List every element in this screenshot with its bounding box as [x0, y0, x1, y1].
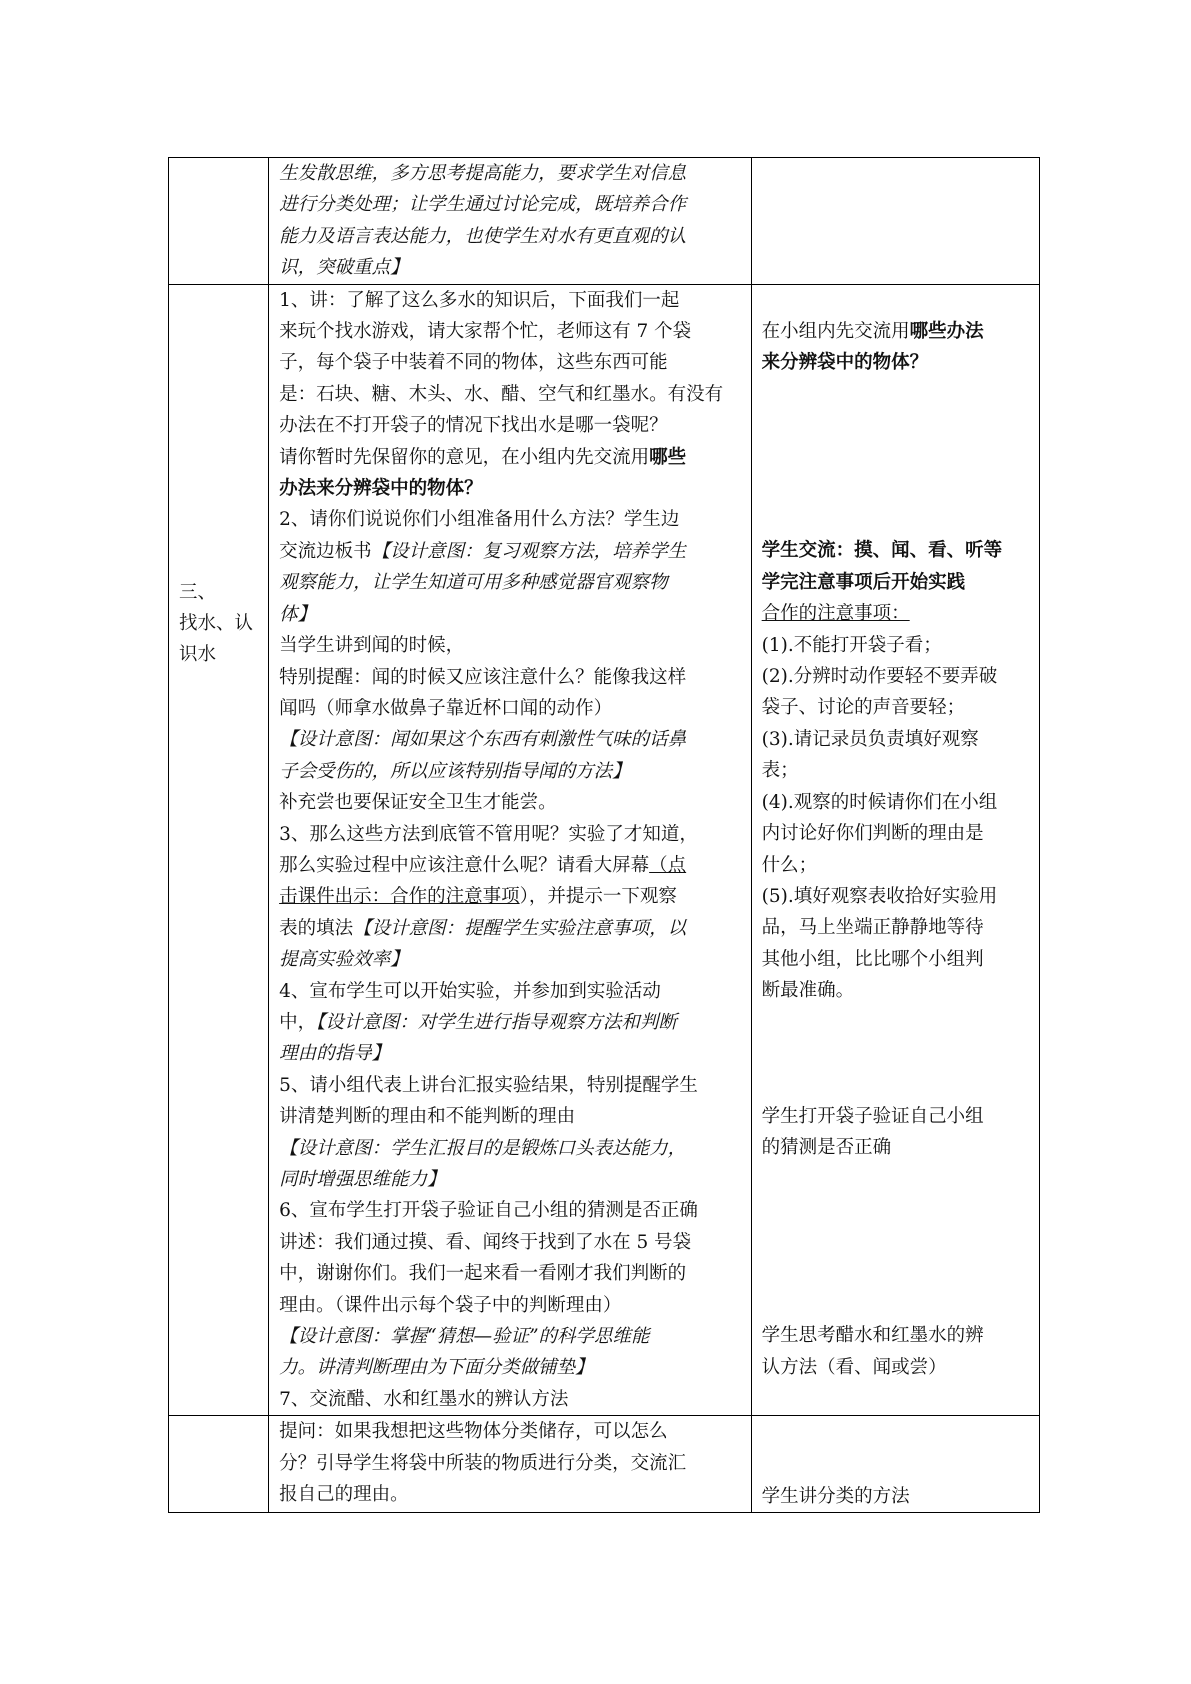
text-line: 进行分类处理；让学生通过讨论完成，既培养合作	[279, 194, 687, 216]
text-line: 【设计意图：闻如果这个东西有刺激性气味的话鼻	[279, 729, 687, 751]
text-line: 生发散思维，多方思考提高能力，要求学生对信息	[279, 163, 687, 184]
lesson-plan-table	[168, 157, 1040, 1513]
text-line: 学生打开袋子验证自己小组	[761, 1105, 984, 1127]
text-line: 能力及语言表达能力，也使学生对水有更直观的认	[279, 225, 687, 247]
text-line: 同时增强思维能力】	[279, 1169, 446, 1190]
text-line: 中，【设计意图：对学生进行指导观察方法和判断	[279, 1011, 677, 1033]
text-line: 子，每个袋子中装着不同的物体，这些东西可能	[279, 352, 668, 374]
text-line: 什么；	[761, 854, 818, 876]
text-line: 提高实验效率】	[279, 949, 409, 971]
text-line: (4).观察的时候请你们在小组	[761, 791, 998, 813]
text-line: 那么实验过程中应该注意什么呢？请看大屏幕（点	[279, 854, 687, 876]
stage-number: 三、	[179, 581, 217, 603]
text-line: 学生思考醋水和红墨水的辨	[761, 1325, 984, 1347]
text-line: 来分辨袋中的物体？	[761, 352, 929, 374]
text-line: 4、宣布学生可以开始实验，并参加到实验活动	[279, 980, 661, 1002]
text-line: 来玩个找水游戏，请大家帮个忙，老师这有 7 个袋	[279, 321, 692, 343]
text-line: 袋子、讨论的声音要轻；	[761, 697, 966, 719]
text-line: 补充尝也要保证安全卫生才能尝。	[279, 792, 557, 814]
text-line: 办法在不打开袋子的情况下找出水是哪一袋呢？	[279, 415, 668, 437]
table-row	[169, 158, 1040, 285]
text-line: 学完注意事项后开始实践	[761, 571, 966, 593]
text-line: (1).不能打开袋子看；	[761, 634, 942, 656]
stage-cell	[169, 158, 269, 285]
text-line: 1、讲：了解了这么多水的知识后，下面我们一起	[279, 289, 680, 311]
table-row	[169, 1416, 1040, 1513]
student-activity-cell	[751, 158, 1039, 285]
text-line: 力。讲清判断理由为下面分类做铺垫】	[279, 1357, 594, 1379]
text-line: 表的填法【设计意图：提醒学生实验注意事项，以	[279, 917, 687, 939]
text-line: 的猜测是否正确	[761, 1136, 892, 1158]
text-line: 子会受伤的，所以应该特别指导闻的方法】	[279, 760, 631, 782]
text-line: 5、请小组代表上讲台汇报实验结果，特别提醒学生	[279, 1074, 698, 1096]
text-line: 报自己的理由。	[279, 1484, 409, 1506]
text-line: 品，马上坐端正静静地等待	[761, 917, 984, 939]
text-line: 办法来分辨袋中的物体？	[279, 478, 483, 500]
text-line: (5).填好观察表收拾好实验用	[761, 885, 998, 907]
text-line: (3).请记录员负责填好观察	[761, 728, 979, 750]
stage-cell	[169, 284, 269, 1416]
text-line: 特别提醒：闻的时候又应该注意什么？能像我这样	[279, 666, 687, 688]
text-line: 讲清楚判断的理由和不能判断的理由	[279, 1106, 576, 1128]
student-activity-cell	[751, 284, 1039, 1416]
text-line: 当学生讲到闻的时候，	[279, 635, 465, 657]
text-line: 学生交流：摸、闻、看、听等	[761, 540, 1003, 562]
text-line: 认方法（看、闻或尝）	[761, 1356, 947, 1378]
stage-title: 识水	[179, 644, 217, 666]
text-line: 交流边板书【设计意图：复习观察方法，培养学生	[279, 540, 687, 562]
text-line: 体】	[279, 603, 317, 625]
teacher-activity-cell	[269, 284, 752, 1416]
text-line: 在小组内先交流用哪些办法	[761, 320, 984, 342]
text-line: 其他小组，比比哪个小组判	[761, 948, 984, 970]
stage-cell	[169, 1416, 269, 1513]
text-line: 学生讲分类的方法	[761, 1485, 910, 1507]
text-line: 闻吗（师拿水做鼻子靠近杯口闻的动作）	[279, 697, 613, 719]
text-line: 讲述：我们通过摸、看、闻终于找到了水在 5 号袋	[279, 1231, 692, 1253]
teacher-activity-cell	[269, 1416, 752, 1513]
teacher-activity-cell	[269, 158, 752, 285]
text-line: 理由。（课件出示每个袋子中的判断理由）	[279, 1294, 622, 1316]
student-activity-cell	[751, 1416, 1039, 1513]
text-line: 内讨论好你们判断的理由是	[761, 823, 984, 845]
text-line: 提问：如果我想把这些物体分类储存，可以怎么	[279, 1421, 668, 1443]
text-line: 击课件出示：合作的注意事项），并提示一下观察	[279, 886, 677, 908]
text-line: 中，谢谢你们。我们一起来看一看刚才我们判断的	[279, 1263, 687, 1285]
stage-title: 找水、认	[179, 613, 254, 635]
text-line: 断最准确。	[761, 980, 855, 1002]
text-line: 【设计意图：掌握“猜想—验证”的科学思维能	[279, 1326, 650, 1348]
text-line: (2).分辨时动作要轻不要弄破	[761, 666, 998, 688]
text-line: 表；	[761, 760, 799, 782]
text-line: 请你暂时先保留你的意见，在小组内先交流用哪些	[279, 446, 687, 468]
text-line: 2、请你们说说你们小组准备用什么方法？学生边	[279, 509, 680, 531]
text-line: 【设计意图：学生汇报目的是锻炼口头表达能力，	[279, 1137, 687, 1159]
text-line: 观察能力，让学生知道可用多种感觉器官观察物	[279, 572, 668, 594]
text-line: 合作的注意事项：	[761, 603, 910, 625]
text-line: 3、那么这些方法到底管不管用呢？实验了才知道，	[279, 823, 698, 845]
text-line: 识，突破重点】	[279, 257, 409, 279]
table-row	[169, 284, 1040, 1416]
text-line: 是：石块、糖、木头、水、醋、空气和红墨水。有没有	[279, 383, 724, 405]
text-line: 6、宣布学生打开袋子验证自己小组的猜测是否正确	[279, 1200, 698, 1222]
text-line: 理由的指导】	[279, 1043, 391, 1065]
text-line: 7、交流醋、水和红墨水的辨认方法	[279, 1388, 569, 1410]
text-line: 分？引导学生将袋中所装的物质进行分类，交流汇	[279, 1452, 687, 1474]
